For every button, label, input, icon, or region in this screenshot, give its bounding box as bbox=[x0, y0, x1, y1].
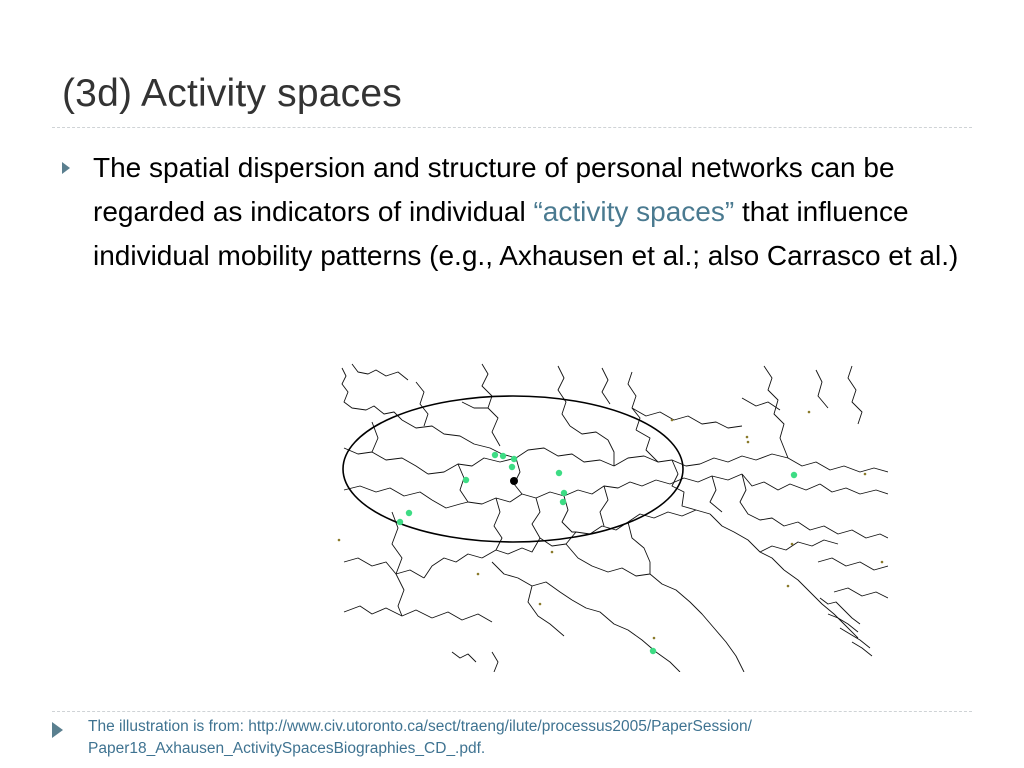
title-divider bbox=[52, 127, 972, 128]
bullet-highlight-term: “activity spaces” bbox=[533, 196, 735, 227]
bullet-text-before: The spatial dispersion and structure of personal networks can be regarded as indicators of individual bbox=[93, 152, 895, 227]
footnote-line-2: Paper18_Axhausen_ActivitySpacesBiographies_CD_.pdf. bbox=[88, 740, 486, 757]
contact-location-markers bbox=[397, 452, 797, 654]
footer-divider bbox=[52, 711, 972, 712]
slide-title: (3d) Activity spaces bbox=[62, 72, 402, 115]
source-footnote bbox=[88, 716, 988, 760]
bullet-triangle-icon bbox=[62, 162, 70, 174]
home-location-marker bbox=[510, 477, 518, 485]
bullet-text bbox=[93, 146, 972, 278]
footer-triangle-icon bbox=[52, 722, 63, 738]
footnote-line-1: The illustration is from: http://www.civ.utoronto.ca/sect/traeng/ilute/processus2005/PaperSession/ bbox=[88, 718, 752, 735]
bullet-text-after: that influence individual mobility patterns (e.g., Axhausen et al.; also Carrasco et al.) bbox=[93, 196, 959, 271]
activity-space-map bbox=[332, 362, 888, 672]
bullet-item bbox=[62, 146, 972, 278]
